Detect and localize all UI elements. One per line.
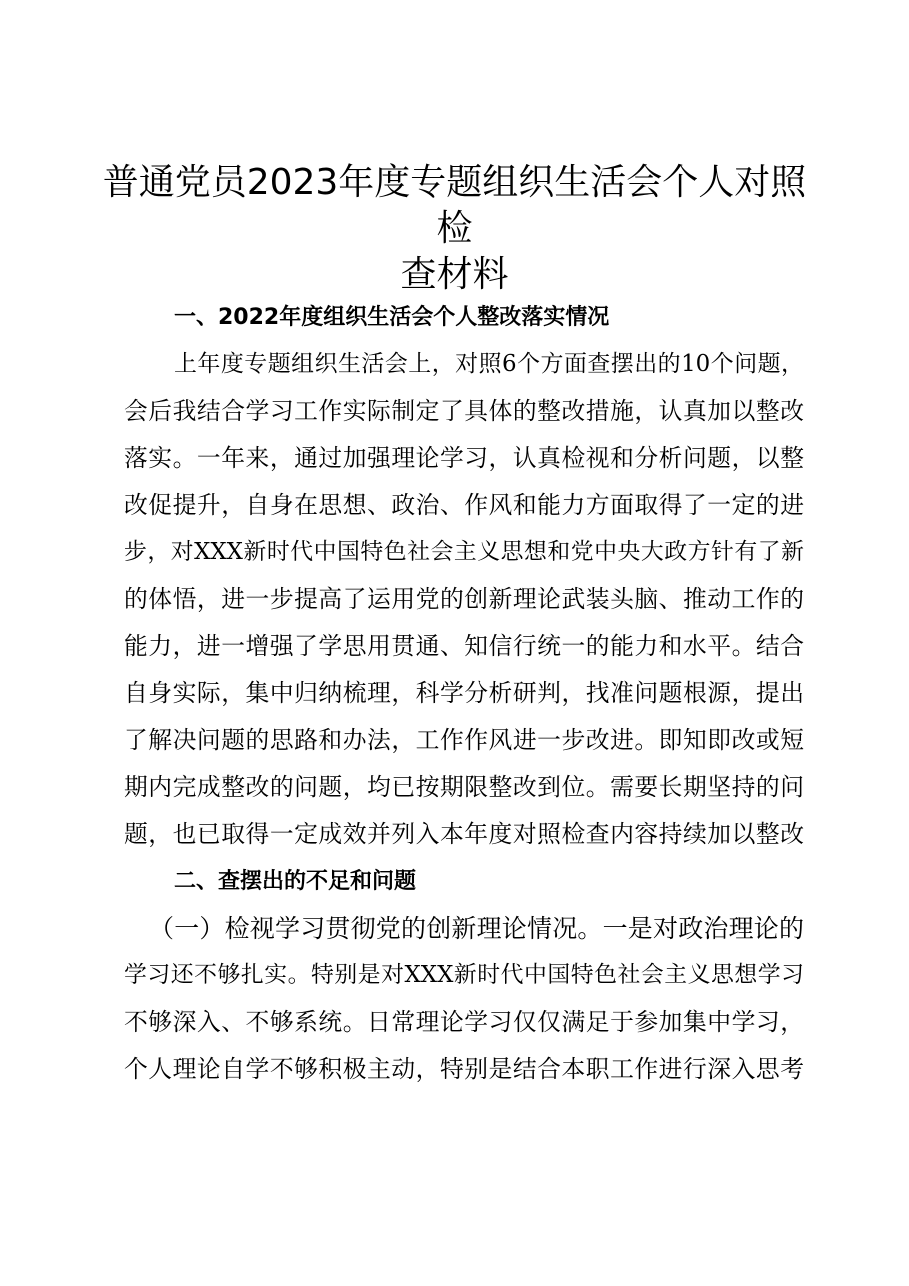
title-line-1: 普通党员2023年度专题组织生活会个人对照检 bbox=[102, 162, 807, 249]
paragraph-line: 改促提升，自身在思想、政治、作风和能力方面取得了一定的进 bbox=[124, 491, 804, 519]
paragraph-line: 上年度专题组织生活会上，对照6个方面查摆出的10个问题， bbox=[174, 351, 804, 377]
paragraph-line: 步，对XXX新时代中国特色社会主义思想和党中央大政方针有了新 bbox=[124, 539, 804, 565]
document-body bbox=[124, 294, 804, 1093]
paragraph-line: 不够深入、不够系统。日常理论学习仅仅满足于参加集中学习， bbox=[124, 1008, 804, 1036]
document-title bbox=[100, 160, 809, 298]
paragraph-line: 个人理论自学不够积极主动，特别是结合本职工作进行深入思考 bbox=[124, 1055, 804, 1083]
paragraph-line: 自身实际，集中归纳梳理，科学分析研判，找准问题根源，提出 bbox=[124, 679, 804, 707]
paragraph-line: 会后我结合学习工作实际制定了具体的整改措施，认真加以整改 bbox=[124, 397, 804, 425]
paragraph-line: 能力，进一增强了学思用贯通、知信行统一的能力和水平。结合 bbox=[124, 632, 804, 660]
section-1-heading: 一、2022年度组织生活会个人整改落实情况 bbox=[174, 305, 610, 330]
section-2-heading: 二、查摆出的不足和问题 bbox=[174, 869, 417, 894]
paragraph-line: 学习还不够扎实。特别是对XXX新时代中国特色社会主义思想学习 bbox=[124, 962, 804, 988]
paragraph-line: 的体悟，进一步提高了运用党的创新理论武装头脑、推动工作的 bbox=[124, 585, 804, 613]
paragraph-line: 题，也已取得一定成效并列入本年度对照检查内容持续加以整改 bbox=[124, 820, 804, 848]
paragraph-line: 了解决问题的思路和办法，工作作风进一步改进。即知即改或短 bbox=[124, 726, 804, 754]
paragraph-line: 落实。一年来，通过加强理论学习，认真检视和分析问题，以整 bbox=[124, 444, 804, 472]
paragraph-line: 期内完成整改的问题，均已按期限整改到位。需要长期坚持的问 bbox=[124, 773, 804, 801]
paragraph-line: （一）检视学习贯彻党的创新理论情况。一是对政治理论的 bbox=[149, 914, 804, 943]
title-line-2: 查材料 bbox=[400, 254, 509, 295]
